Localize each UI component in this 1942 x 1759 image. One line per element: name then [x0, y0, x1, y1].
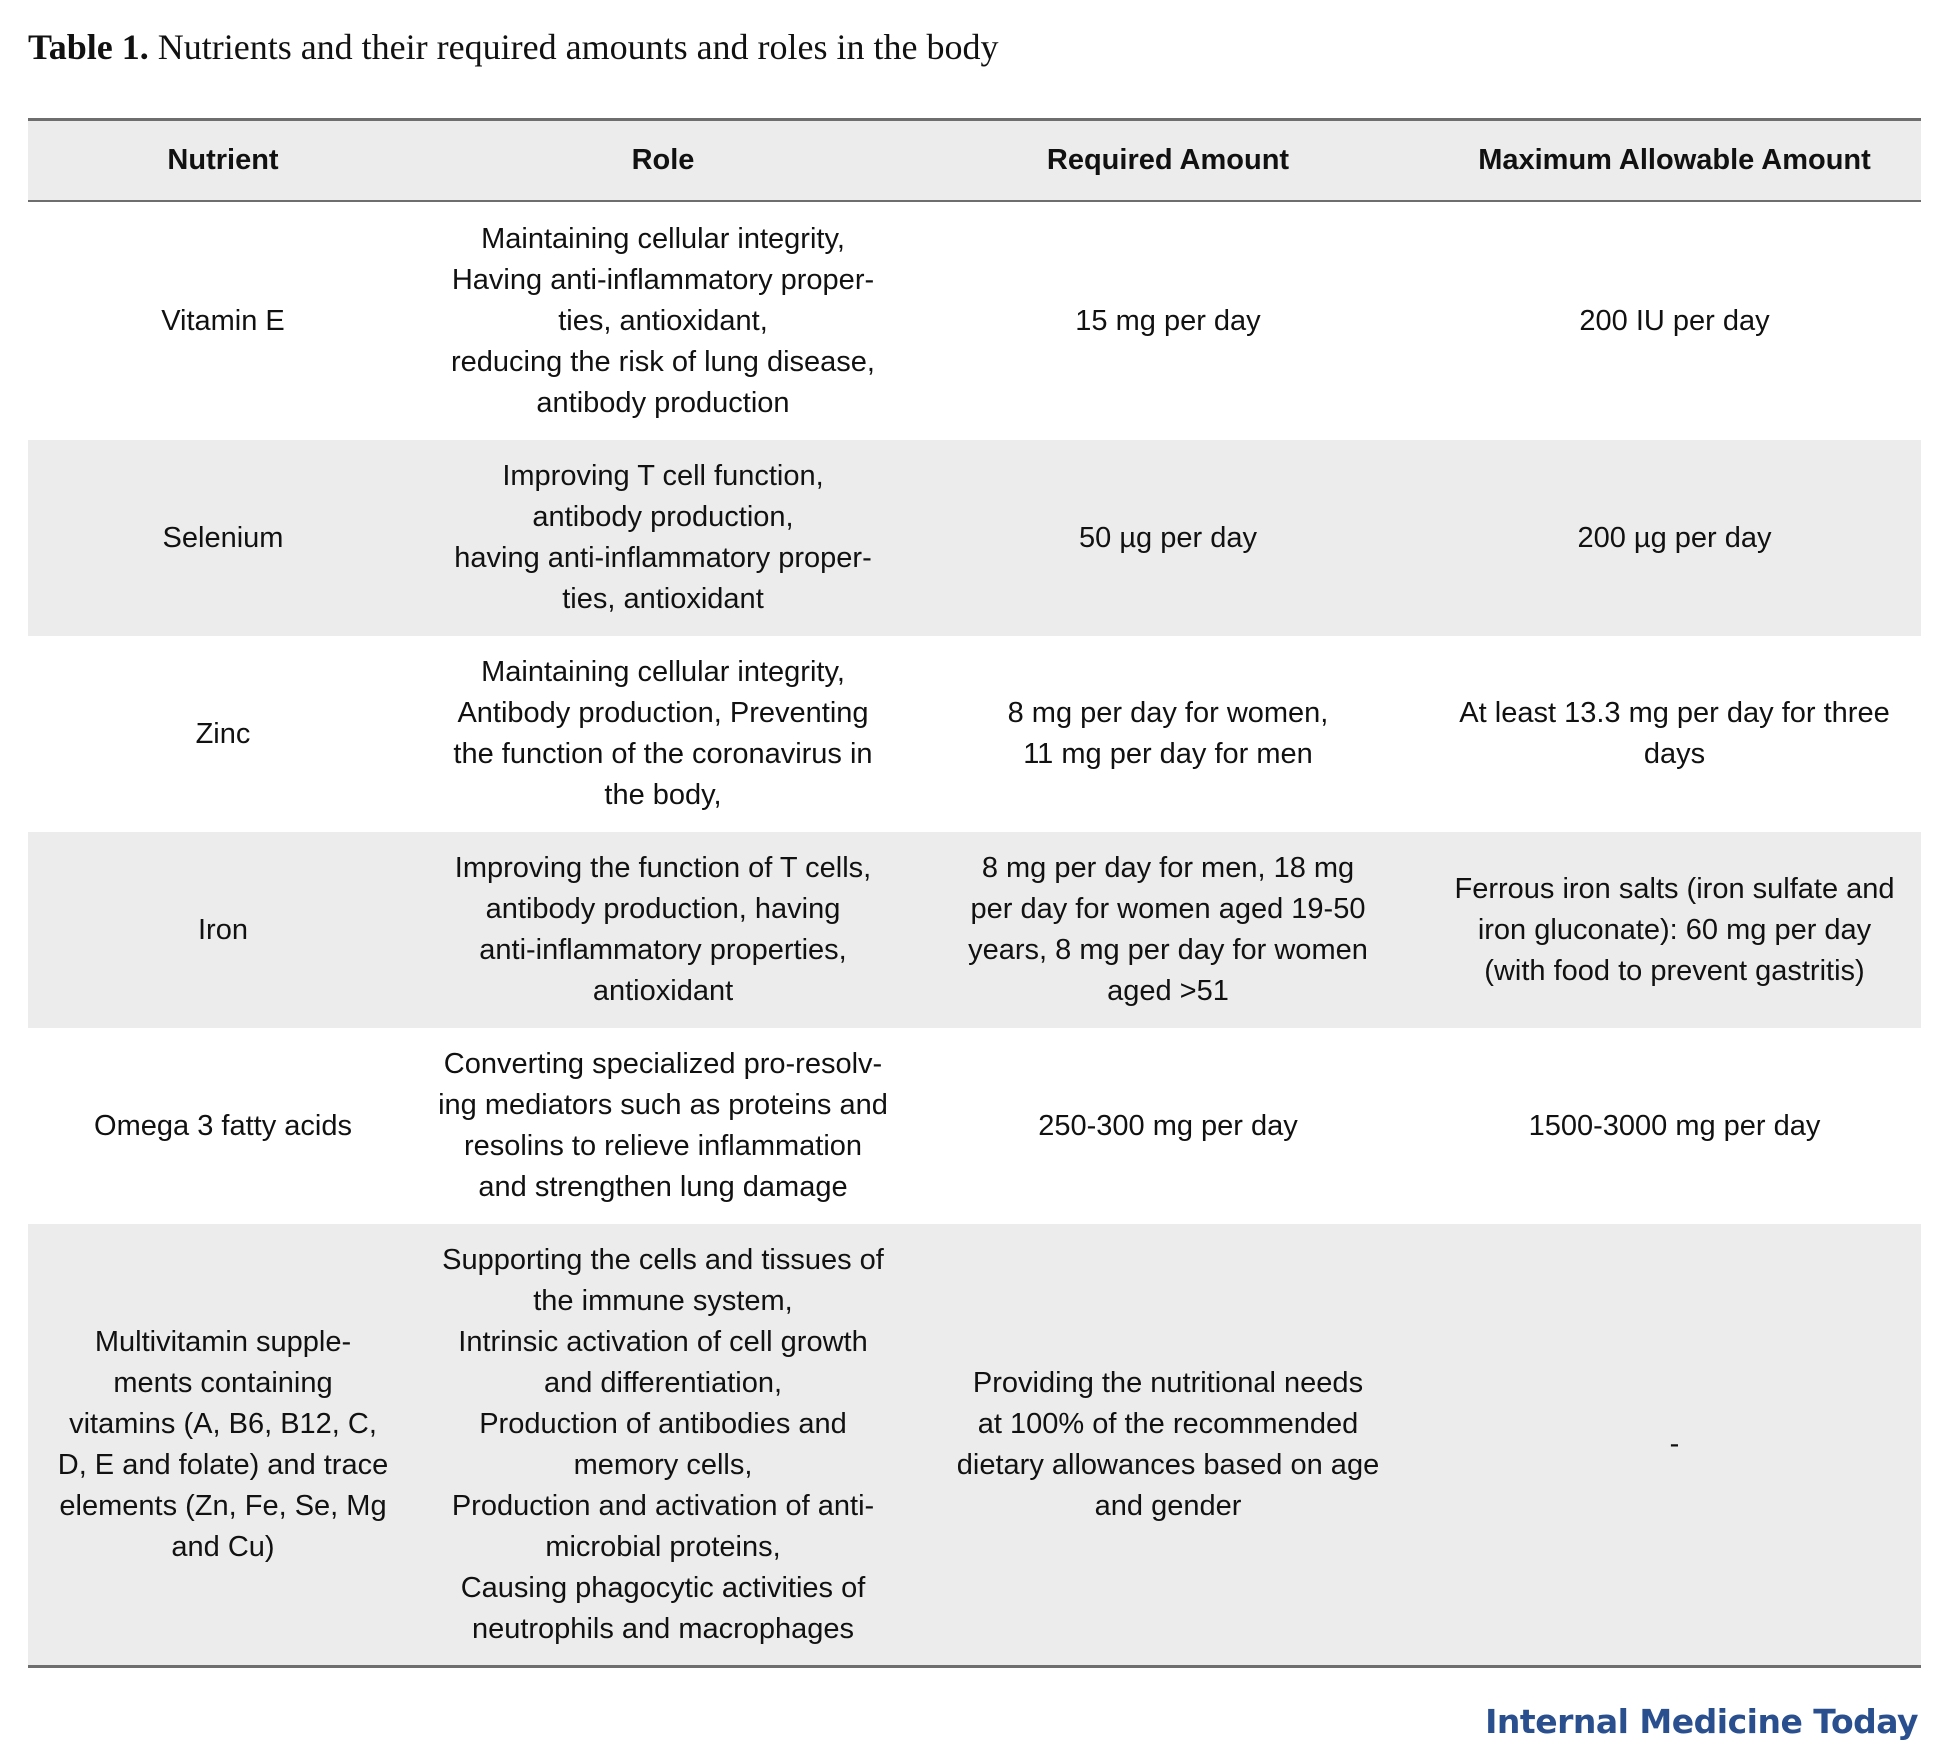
cell-required-amount-line: Providing the nutritional needs	[972, 1366, 1364, 1399]
cell-required-amount	[908, 440, 1428, 636]
cell-nutrient-line: D, E and folate) and trace	[57, 1448, 389, 1481]
cell-role-line: microbial proteins,	[545, 1530, 781, 1563]
cell-role-line: the immune system,	[533, 1284, 793, 1317]
cell-nutrient	[28, 832, 418, 1028]
cell-maximum-amount	[1428, 1224, 1921, 1667]
header-maximum-amount: Maximum Allowable Amount	[1428, 120, 1921, 202]
cell-role	[418, 201, 908, 440]
cell-maximum-amount	[1428, 1028, 1921, 1224]
cell-nutrient-line: Multivitamin supple-	[94, 1325, 352, 1358]
cell-role	[418, 832, 908, 1028]
cell-required-amount	[908, 1224, 1428, 1667]
cell-maximum-amount-line: At least 13.3 mg per day for three	[1459, 697, 1890, 729]
cell-role-line: Converting specialized pro-resolv-	[443, 1048, 883, 1080]
cell-role-line: neutrophils and macrophages	[471, 1612, 855, 1645]
cell-required-amount-line: years, 8 mg per day for women	[968, 934, 1368, 966]
cell-role-line: anti-inflammatory properties,	[479, 934, 847, 966]
cell-role-line: antioxidant	[592, 975, 734, 1007]
cell-maximum-amount-line: iron gluconate): 60 mg per day	[1477, 913, 1872, 946]
cell-required-amount	[908, 832, 1428, 1028]
cell-nutrient	[28, 440, 418, 636]
cell-required-amount	[908, 636, 1428, 832]
cell-role-line: Maintaining cellular integrity,	[481, 222, 845, 255]
header-required-amount: Required Amount	[908, 120, 1428, 202]
table-caption	[28, 22, 999, 72]
cell-role-line: Antibody production, Preventing	[457, 697, 869, 729]
cell-role	[418, 636, 908, 832]
cell-required-amount	[908, 1028, 1428, 1224]
cell-maximum-amount	[1428, 832, 1921, 1028]
cell-role-line: and strengthen lung damage	[478, 1171, 848, 1203]
cell-nutrient	[28, 1224, 418, 1667]
cell-role-line: Causing phagocytic activities of	[460, 1571, 866, 1604]
cell-nutrient-line: Selenium	[162, 521, 284, 554]
cell-role-line: and differentiation,	[543, 1366, 783, 1399]
cell-role-line: antibody production, having	[485, 893, 841, 925]
table-row	[28, 440, 1921, 636]
cell-maximum-amount	[1428, 636, 1921, 832]
cell-role-line: ing mediators such as proteins and	[438, 1089, 888, 1121]
cell-required-amount-line: 8 mg per day for men, 18 mg	[981, 852, 1355, 884]
cell-maximum-amount-line: 200 µg per day	[1577, 521, 1772, 554]
cell-role-line: resolins to relieve inflammation	[463, 1130, 863, 1162]
cell-maximum-amount-line: -	[1669, 1428, 1680, 1460]
journal-brand-logo: Internal Medicine Today	[1485, 1702, 1918, 1741]
cell-nutrient	[28, 1028, 418, 1224]
header-nutrient: Nutrient	[28, 120, 418, 202]
cell-required-amount-line: aged >51	[1107, 975, 1229, 1007]
cell-role-line: ties, antioxidant,	[558, 304, 768, 337]
cell-role-line: Maintaining cellular integrity,	[481, 656, 845, 688]
cell-role-line: ties, antioxidant	[562, 583, 764, 615]
cell-required-amount-line: 15 mg per day	[1075, 304, 1261, 337]
cell-role-line: having anti-inflammatory proper-	[454, 542, 872, 574]
cell-required-amount-line: 11 mg per day for men	[1023, 738, 1313, 770]
cell-required-amount-line: 250-300 mg per day	[1038, 1109, 1298, 1142]
cell-nutrient-line: Zinc	[195, 717, 251, 750]
cell-role	[418, 1224, 908, 1667]
table-row	[28, 201, 1921, 440]
cell-nutrient-line: vitamins (A, B6, B12, C,	[69, 1407, 377, 1440]
cell-maximum-amount-line: Ferrous iron salts (iron sulfate and	[1454, 872, 1895, 905]
cell-role-line: memory cells,	[573, 1448, 753, 1481]
cell-maximum-amount-line: 200 IU per day	[1579, 304, 1770, 337]
cell-required-amount-line: per day for women aged 19-50	[970, 893, 1366, 925]
table-header-row	[28, 120, 1921, 202]
table-row	[28, 1028, 1921, 1224]
cell-role-line: Production and activation of anti-	[451, 1489, 875, 1522]
cell-nutrient	[28, 636, 418, 832]
cell-nutrient-line: Omega 3 fatty acids	[94, 1109, 352, 1142]
cell-role-line: antibody production	[536, 386, 790, 419]
table-caption-text: Nutrients and their required amounts and roles in the body	[148, 27, 999, 67]
table-row	[28, 1224, 1921, 1667]
cell-role-line: Intrinsic activation of cell growth	[458, 1325, 868, 1358]
nutrients-table	[28, 118, 1921, 1668]
cell-maximum-amount-line: (with food to prevent gastritis)	[1484, 954, 1865, 987]
cell-nutrient-line: Vitamin E	[161, 304, 285, 337]
table-row	[28, 636, 1921, 832]
table-row	[28, 832, 1921, 1028]
cell-required-amount-line: dietary allowances based on age	[956, 1448, 1380, 1481]
cell-role	[418, 440, 908, 636]
cell-role-line: the function of the coronavirus in	[453, 738, 873, 770]
cell-required-amount	[908, 201, 1428, 440]
cell-required-amount-line: 8 mg per day for women,	[1007, 697, 1329, 729]
cell-maximum-amount	[1428, 201, 1921, 440]
cell-role-line: antibody production,	[532, 501, 794, 533]
cell-role-line: the body,	[604, 779, 722, 811]
cell-role-line: reducing the risk of lung disease,	[451, 345, 875, 378]
cell-role-line: Improving the function of T cells,	[454, 852, 872, 884]
cell-required-amount-line: at 100% of the recommended	[977, 1407, 1359, 1440]
cell-nutrient-line: Iron	[198, 913, 248, 946]
cell-required-amount-line: 50 µg per day	[1079, 521, 1257, 554]
cell-role	[418, 1028, 908, 1224]
cell-nutrient-line: elements (Zn, Fe, Se, Mg	[59, 1489, 387, 1522]
cell-role-line: Production of antibodies and	[479, 1407, 847, 1440]
cell-nutrient-line: and Cu)	[171, 1530, 275, 1563]
cell-role-line: Improving T cell function,	[502, 460, 824, 492]
cell-maximum-amount-line: 1500-3000 mg per day	[1528, 1109, 1821, 1142]
cell-nutrient	[28, 201, 418, 440]
cell-required-amount-line: and gender	[1094, 1489, 1242, 1522]
table-caption-label: Table 1.	[28, 27, 149, 67]
header-role: Role	[418, 120, 908, 202]
cell-role-line: Having anti-inflammatory proper-	[451, 263, 875, 296]
cell-maximum-amount	[1428, 440, 1921, 636]
cell-role-line: Supporting the cells and tissues of	[442, 1243, 884, 1276]
cell-nutrient-line: ments containing	[113, 1366, 333, 1399]
cell-maximum-amount-line: days	[1643, 738, 1706, 770]
